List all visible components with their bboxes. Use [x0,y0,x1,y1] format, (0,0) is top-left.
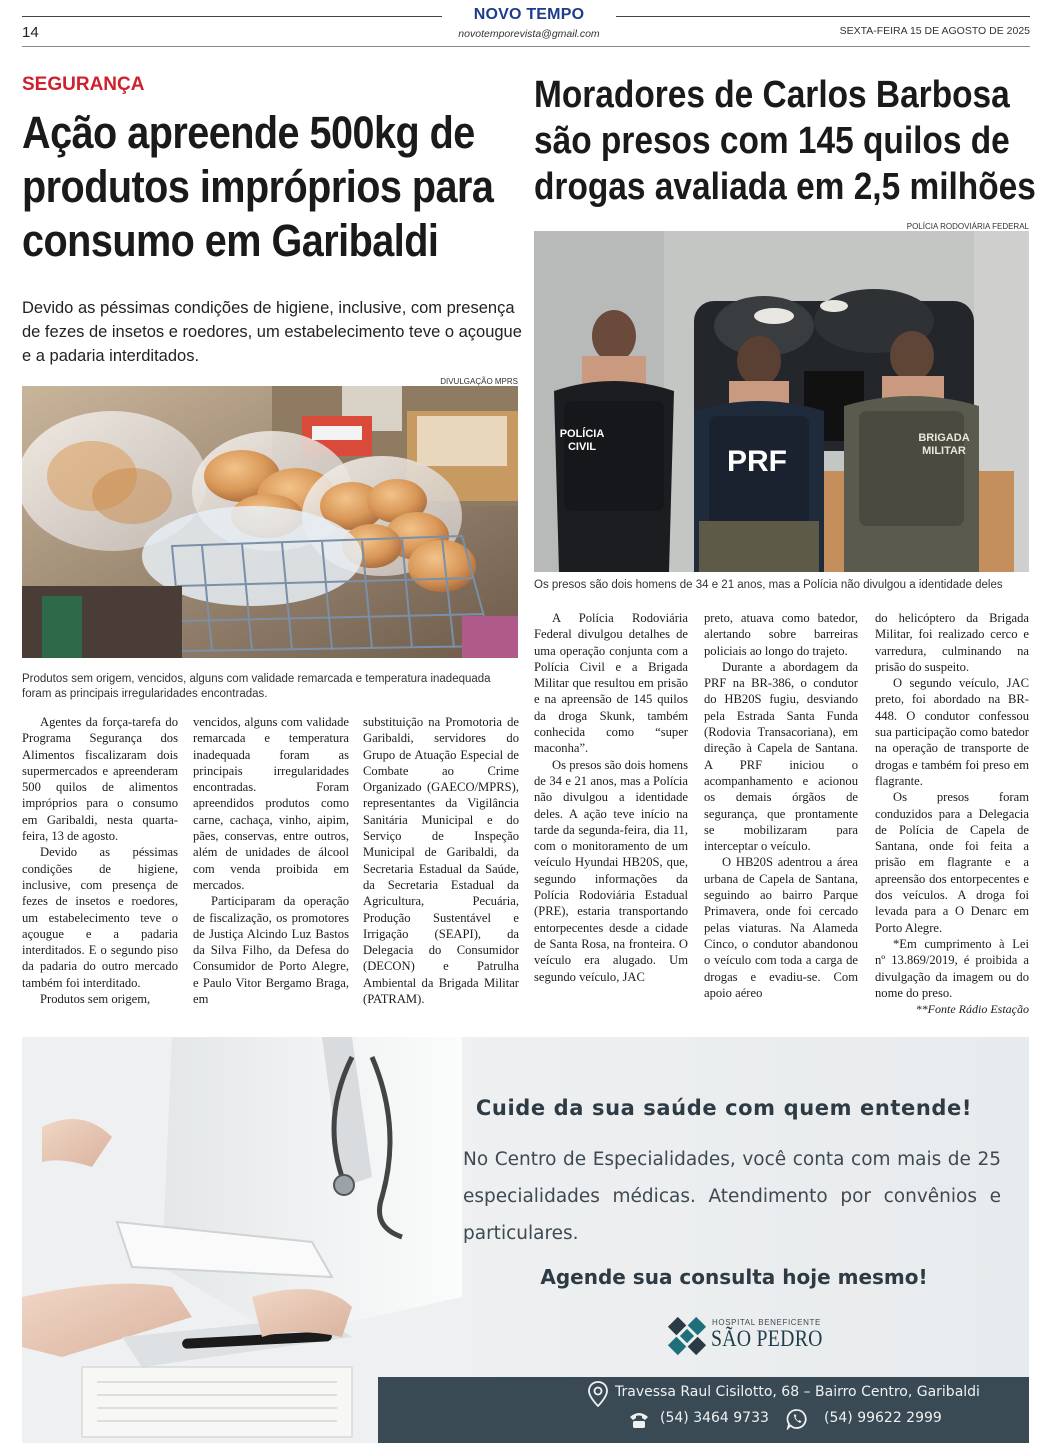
paragraph: preto, atuava como batedor, alertando sobre barreiras policiais ao longo do trajeto. [704,611,858,658]
masthead-rule-left [22,16,442,17]
left-headline [22,106,494,268]
right-headline [534,72,1036,210]
ad-headline: Cuide da sua saúde com quem entende! [475,1096,973,1120]
logo-subtitle: HOSPITAL BENEFICENTE [712,1318,821,1327]
issue-date: SEXTA-FEIRA 15 DE AGOSTO DE 2025 [839,25,1030,37]
right-headline-line: são presos com 145 quilos de [534,120,1010,162]
left-headline-line: produtos impróprios para [22,161,494,212]
paragraph: Os presos são dois homens de 34 e 21 anos, mas a Polícia não divulgou a identidade deles. A ação teve início na tarde da segunda-feira, dia 11, com o monitoramento de um veículo Hyundai HB20S, que, segundo informações da Polícia Rodoviária Estadual (PRE), estaria transportando entorpecentes desde a cidade de Santa Rosa, na fronteira. O veículo era alugado. Um segundo veículo, JAC [534,757,688,984]
ad-body: No Centro de Especialidades, você conta com mais de 25 especialidades médicas. Atendimento por convênios e particulares. [463,1149,1001,1244]
vest-label: POLÍCIA [559,428,605,440]
left-headline-line: consumo em Garibaldi [22,215,439,266]
header-divider [22,46,1030,47]
paragraph: Devido as péssimas condições de higiene, inclusive, com presença de fezes de insetos e roedores, um estabelecimento teve o açougue e a padaria interditados. E o segundo piso da padaria do outro mercado também foi interditado. [22,845,178,990]
left-headline-line: Ação apreende 500kg de [22,107,475,158]
paragraph: O segundo veículo, JAC preto, foi abordado na BR-448. O condutor confessou sua participação como batedor na operação de transporte de drogas e também foi preso em flagrante. [875,676,1029,788]
hospital-logo[interactable] [666,1312,836,1362]
right-headline-line: drogas avaliada em 2,5 milhões [534,166,1036,208]
paragraph: Durante a abordagem da PRF na BR-386, o condutor do HB20S fugiu, desviando pela Estrada Santa Funda (Rodovia Transacoriana), em direção à Capela de Santana. A PRF iniciou o acompanhamento e acionou os demais órgãos de segurança, que prontamente se mobilizaram para interceptar o veículo. [704,659,858,854]
left-column-3 [363,714,519,1007]
paragraph: Participaram da operação de fiscalização, os promotores de Justiça Alcindo Luz Bastos da Silva Filho, da Defesa do Consumidor de Porto Alegre, e Paulo Vitor Bergamo Braga, em [193,894,349,1007]
paragraph: O HB20S adentrou a área urbana de Capela de Santana, seguindo ao bairro Parque Primavera, onde foi cercado pelas viaturas. Na Alameda Cinco, o condutor abandonou o veículo com toda a carga de drogas e evadiu-se. Com apoio aéreo [704,855,858,1000]
right-photo-caption: Os presos são dois homens de 34 e 21 anos, mas a Polícia não divulgou a identidade deles [534,579,1003,591]
vest-label: PRF [727,445,787,478]
paragraph: Produtos sem origem, [40,992,151,1007]
vest-label: MILITAR [922,445,966,457]
section-kicker: SEGURANÇA [22,74,145,95]
paragraph: substituição na Promotoria de Garibaldi, servidores do Grupo de Atuação Especial de Combate ao Crime Organizado (GAECO/MPRS), representantes da Vigilância Sanitária Municipal e do Serviço de Inspeção Municipal de Garibaldi, da Secretaria Estadual da Saúde, da Secretaria Estadual da Agricultura, Pecuária, Produção Sustentável e Irrigação (SEAPI), da Delegacia do Consumidor (DECON) e Patrulha Ambiental da Brigada Militar (PATRAM). [363,715,519,1007]
publication-name: NOVO TEMPO [473,6,585,23]
right-column-2 [704,610,858,1001]
paragraph: Agentes da força-tarefa do Programa Segurança dos Alimentos fiscalizaram dois supermercados e apreenderam 500 quilos de alimentos impróprios para o consumo em Garibaldi, nesta quarta-feira, 13 de agosto. [22,715,178,844]
vest-label: BRIGADA [918,432,970,444]
contact-whatsapp[interactable]: (54) 99622 2999 [824,1410,942,1426]
location-pin-icon [588,1381,608,1407]
paragraph: A Polícia Rodoviária Federal divulgou detalhes de uma operação conjunta com a Polícia Civil e a Brigada Militar que resultou em prisão e na apreensão de 145 quilos da droga Skunk, também conhecida como “super maconha”. [534,611,688,756]
left-lead: Devido as péssimas condições de higiene, inclusive, com presença de fezes de insetos e roedores, um estabelecimento teve o açougue e a padaria interditados. [22,299,522,365]
phone-icon [628,1411,650,1429]
paragraph: vencidos, alguns com validade remarcada e temperatura inadequada foram as principais irregularidades encontradas. Foram apreendidos produtos como carne, cachaça, vinho, aipim, pães, conservas, entre outros, além de unidades de álcool com venda proibida em mercados. [193,715,349,892]
right-headline-line: Moradores de Carlos Barbosa [534,74,1010,116]
page-number: 14 [22,24,39,41]
left-photo-caption: Produtos sem origem, vencidos, alguns com validade remarcada e temperatura inadequada foram as principais irregularidades encontradas. [22,673,491,700]
left-column-2 [193,714,349,1007]
masthead-rule-right [616,16,1030,17]
contact-address: Travessa Raul Cisilotto, 68 – Bairro Centro, Garibaldi [615,1384,980,1400]
logo-name: SÃO PEDRO [711,1326,823,1351]
shopping-cart-photo [22,386,518,658]
paragraph: do helicóptero da Brigada Militar, foi realizado cerco e varredura, culminando na prisão do suspeito. [875,611,1029,674]
contact-phone[interactable]: (54) 3464 9733 [660,1410,769,1426]
police-officers-photo [534,231,1029,572]
paragraph: Os presos foram conduzidos para a Delegacia de Polícia de Capela de Santana, onde foi feita a prisão em flagrante e a apreensão dos entorpecentes e dos veículos. A droga foi levada para a O Denarc em Porto Alegre. [875,790,1029,935]
paragraph: *Em cumprimento à Lei nº 13.869/2019, é proibida a divulgação da imagem ou do nome do preso. [875,936,1029,1000]
ad-call-to-action[interactable]: Agende sua consulta hoje mesmo! [540,1265,928,1289]
article-source: **Fonte Rádio Estação [915,1002,1029,1017]
right-column-1 [534,610,688,985]
right-photo-credit: POLÍCIA RODOVIÁRIA FEDERAL [906,222,1029,231]
left-column-1 [22,714,178,1007]
left-photo-credit: DIVULGAÇÃO MPRS [440,377,518,386]
vest-label: CIVIL [567,441,597,453]
hospital-cross-logo-icon [666,1314,708,1358]
whatsapp-icon [786,1408,808,1430]
right-column-3 [875,610,1029,1017]
publication-email[interactable]: novotemporevista@gmail.com [458,28,600,40]
